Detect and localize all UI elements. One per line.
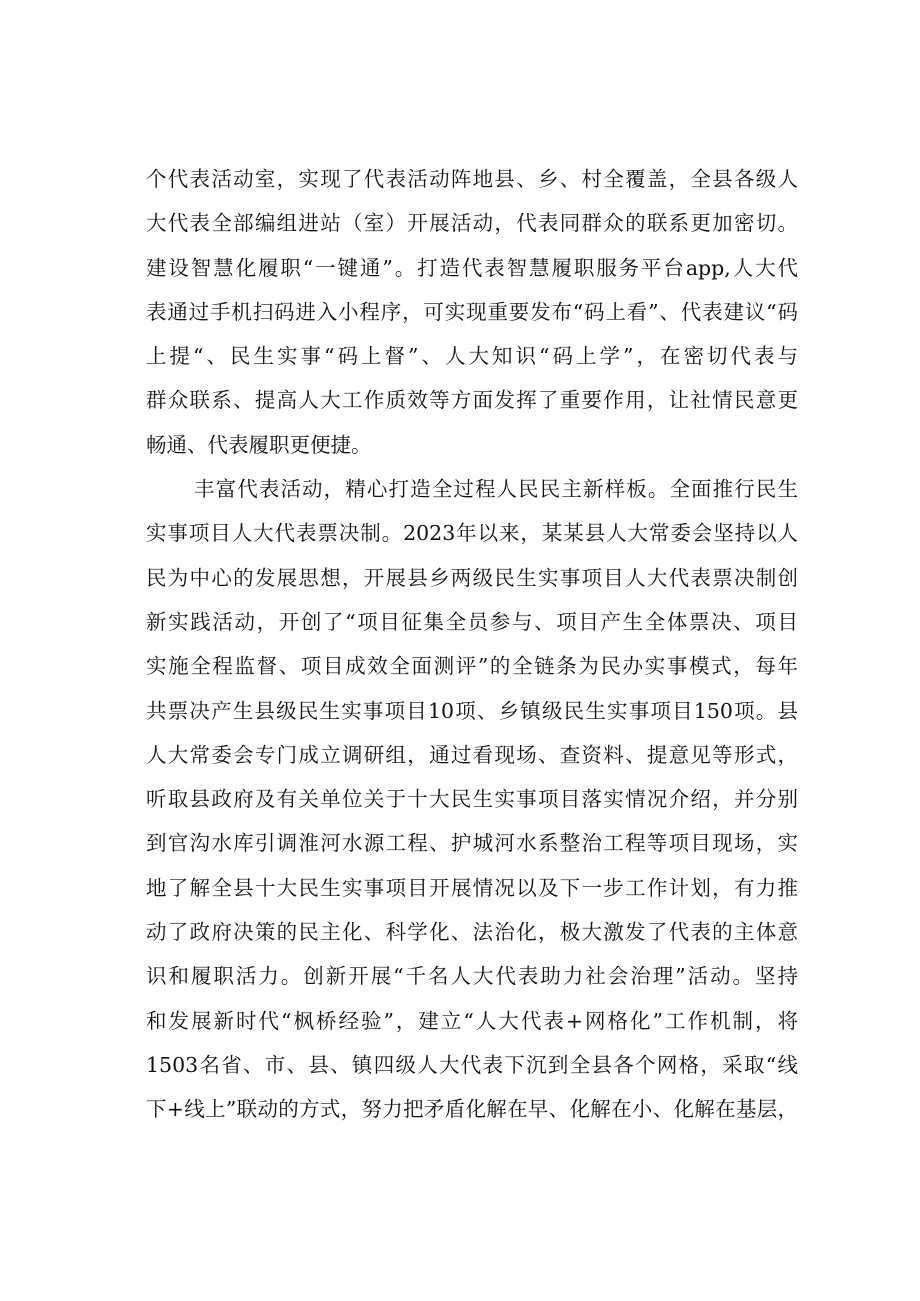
text-line: 表通过手机扫码进入小程序，可实现重要发布“码上看”、代表建议“码 — [146, 299, 798, 324]
text-line: 动了政府决策的民主化、科学化、法治化，极大激发了代表的主体意 — [146, 920, 798, 945]
text-line: 1503名省、市、县、镇四级人大代表下沉到全县各个网格，采取“线 — [146, 1052, 798, 1077]
text-line: 到官沟水库引调淮河水源工程、护城河水系整治工程等项目现场，实 — [146, 831, 798, 856]
paragraph — [146, 157, 798, 467]
text-line: 地了解全县十大民生实事项目开展情况以及下一步工作计划，有力推 — [146, 875, 798, 900]
text-line: 下+线上”联动的方式，努力把矛盾化解在早、化解在小、化解在基层， — [146, 1097, 798, 1122]
text-line: 畅通、代表履职更便捷。 — [146, 432, 372, 457]
text-line: 实事项目人大代表票决制。2023年以来，某某县人大常委会坚持以人 — [146, 521, 798, 546]
text-line: 识和履职活力。创新开展“千名人大代表助力社会治理”活动。坚持 — [146, 964, 798, 989]
text-line: 听取县政府及有关单位关于十大民生实事项目落实情况介绍，并分别 — [146, 787, 798, 812]
text-line: 大代表全部编组进站（室）开展活动，代表同群众的联系更加密切。 — [146, 211, 798, 236]
text-line: 实施全程监督、项目成效全面测评”的全链条为民办实事模式，每年 — [146, 654, 798, 679]
body-text — [146, 157, 798, 1176]
text-line: 民为中心的发展思想，开展县乡两级民生实事项目人大代表票决制创 — [146, 565, 798, 590]
text-line — [146, 1132, 798, 1176]
text-line: 新实践活动，开创了“项目征集全员参与、项目产生全体票决、项目 — [146, 609, 798, 634]
text-line: 个代表活动室，实现了代表活动阵地县、乡、村全覆盖，全县各级人 — [146, 167, 798, 191]
text-line: 共票决产生县级民生实事项目10项、乡镇级民生实事项目150项。县 — [146, 698, 798, 723]
text-line: 和发展新时代“枫桥经验”，建立“人大代表+网格化”工作机制，将 — [146, 1008, 798, 1033]
text-line: 建设智慧化履职“一键通”。打造代表智慧履职服务平台app,人大代 — [146, 255, 798, 280]
paragraph — [146, 467, 798, 1176]
text-line: 人大常委会专门成立调研组，通过看现场、查资料、提意见等形式， — [146, 742, 798, 767]
text-line: 群众联系、提高人大工作质效等方面发挥了重要作用，让社情民意更 — [146, 388, 798, 413]
text-line-indented: 丰富代表活动，精心打造全过程人民民主新样板。全面推行民生 — [194, 477, 798, 502]
text-line: 上提“、民生实事“码上督”、人大知识“码上学”，在密切代表与 — [146, 344, 798, 369]
